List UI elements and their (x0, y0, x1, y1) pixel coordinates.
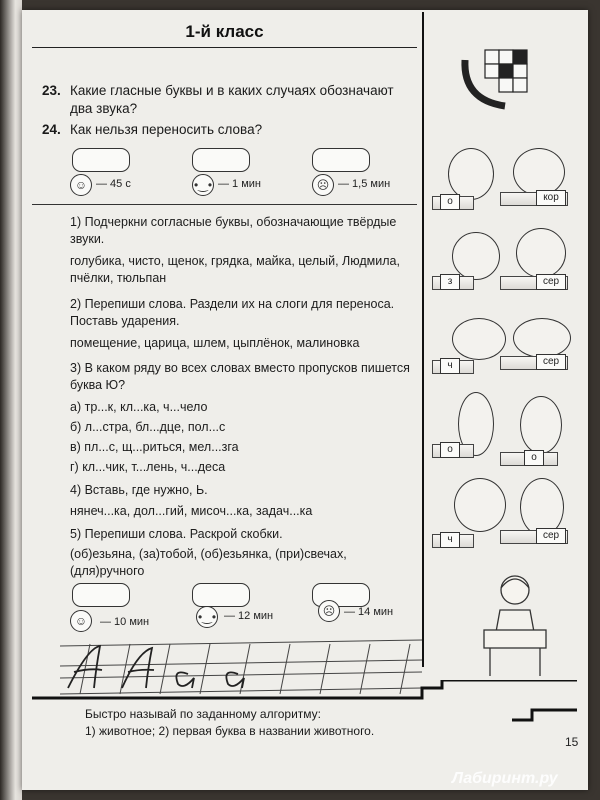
letter-tag: сер (536, 528, 566, 544)
smile-face-icon: ☺ (70, 610, 92, 632)
letter-tag: ч (440, 532, 460, 548)
cat-face-icon (516, 228, 566, 278)
task-2-title: 2) Перепиши слова. Раздели их на слоги для переноса. Поставь ударения. (70, 297, 395, 328)
task-4-words: нянеч...ка, дол...гий, мисоч...ка, задач...ка (70, 504, 313, 518)
timer-label-2: — 1 мин (218, 178, 262, 190)
dog-icon (520, 396, 562, 454)
bottom-instruction-1: Быстро называй по заданному алгоритму: (85, 707, 321, 721)
task-3-title: 3) В каком ряду во всех словах вместо пропусков пишется буква Ю? (70, 361, 410, 392)
letter-tag: сер (536, 274, 566, 290)
hedgehog-icon (452, 318, 506, 360)
timer-box-3[interactable] (312, 148, 370, 172)
question-24-number: 24. (42, 122, 61, 137)
bottom-instruction-2: 1) животное; 2) первая буква в названии животного. (85, 724, 375, 738)
page-number: 15 (565, 735, 579, 749)
task-5-title: 5) Перепиши слова. Раскрой скобки. (70, 527, 283, 541)
letter-tag: кор (536, 190, 566, 206)
title-divider (32, 47, 417, 48)
neutral-face-icon: •‿• (192, 174, 214, 196)
task-4-title: 4) Вставь, где нужно, Ь. (70, 483, 208, 497)
letter-tag: з (440, 274, 460, 290)
section-divider (32, 204, 417, 205)
sidebar-divider (422, 12, 424, 667)
timer-label-5: — 12 мин (224, 610, 274, 622)
timer-box-1[interactable] (72, 148, 130, 172)
task-1-words: голубика, чисто, щенок, грядка, майка, целый, Людмила, пчёлки, тюльпан (70, 254, 400, 285)
timer-label-6: — 14 мин (344, 606, 394, 618)
task-3-option-a: а) тр...к, кл...ка, ч...чело (70, 400, 208, 414)
question-23-number: 23. (42, 83, 61, 98)
timer-label-1: — 45 с (96, 178, 131, 190)
wolf-face-icon (513, 318, 571, 358)
question-23-text: Какие гласные буквы и в каких случаях обозначают два звука? (70, 83, 394, 116)
timer-box-4[interactable] (72, 583, 130, 607)
task-2-words: помещение, царица, шлем, цыплёнок, малиновка (70, 336, 360, 350)
timer-label-3: — 1,5 мин (338, 178, 391, 190)
letter-tag: о (440, 194, 460, 210)
puppy-face-icon (454, 478, 506, 532)
sad-face-icon: ☹ (312, 174, 334, 196)
timer-box-2[interactable] (192, 148, 250, 172)
sad-face-icon: ☹ (318, 600, 340, 622)
question-24-text: Как нельзя переносить слова? (70, 122, 263, 137)
task-3-option-c: в) пл...с, щ...риться, мел...зга (70, 440, 239, 454)
timer-box-5[interactable] (192, 583, 250, 607)
algorithm-icon (455, 40, 545, 110)
deer-face-icon (448, 148, 494, 200)
watermark-logo: Лабиринт.ру (452, 770, 558, 787)
letter-tag: о (524, 450, 544, 466)
letter-tag: ч (440, 358, 460, 374)
monkey-face-icon (513, 148, 565, 196)
timer-label-4: — 10 мин (100, 616, 150, 628)
page-left-edge (0, 0, 22, 800)
task-3-option-b: б) л...стра, бл...дце, пол...с (70, 420, 226, 434)
letter-tag: о (440, 442, 460, 458)
question-23 (42, 82, 410, 118)
page-title: 1-й класс (185, 22, 264, 41)
frog-face-icon (452, 232, 500, 280)
task-5-words: (об)езьяна, (за)тобой, (об)езьянка, (при)свечах, (для)ручного (70, 547, 347, 578)
smile-face-icon: ☺ (70, 174, 92, 196)
task-1-title: 1) Подчеркни согласные буквы, обозначающие твёрдые звуки. (70, 215, 397, 246)
question-24 (42, 121, 410, 139)
neutral-face-icon: •‿• (196, 606, 218, 628)
task-3-option-d: г) кл...чик, т...лень, ч...деса (70, 460, 226, 474)
letter-tag: сер (536, 354, 566, 370)
girl-at-desk-illustration (470, 570, 560, 680)
